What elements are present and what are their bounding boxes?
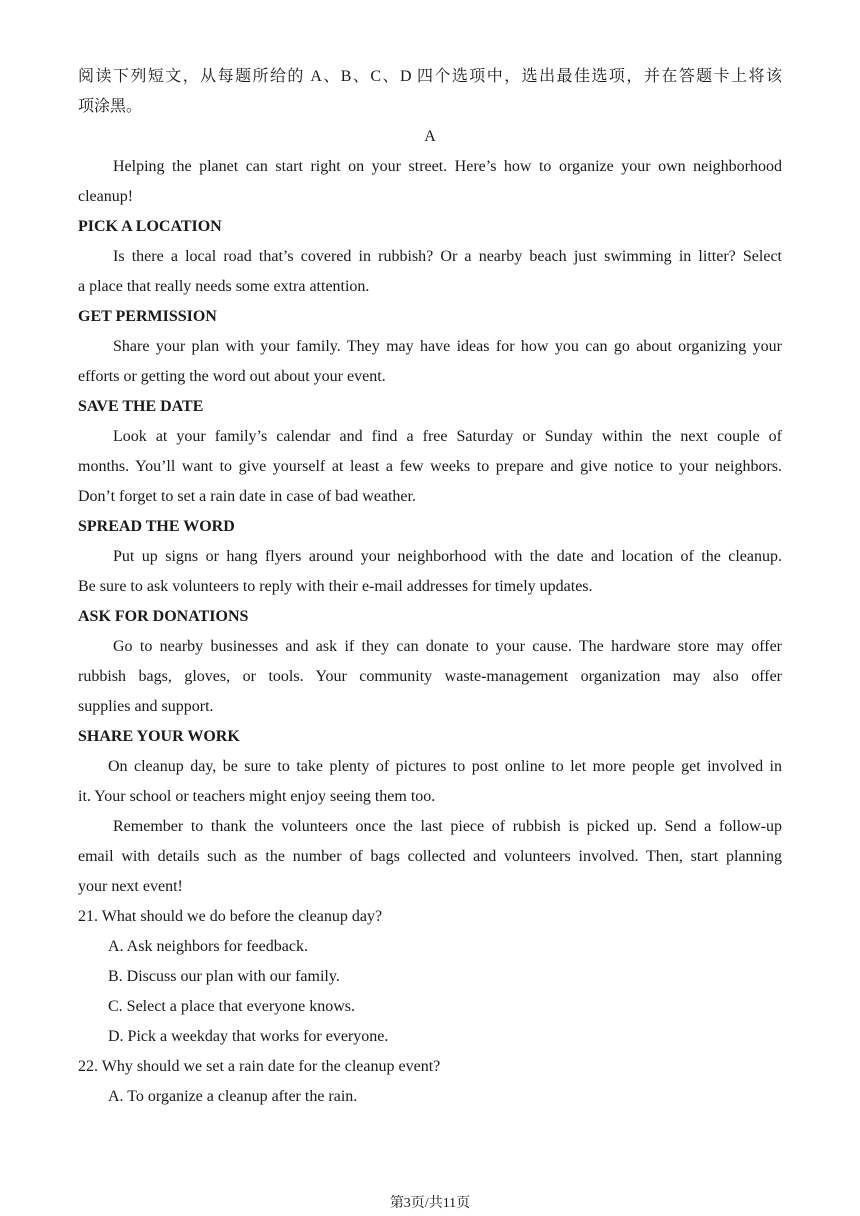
section-heading: SHARE YOUR WORK	[78, 728, 240, 745]
section-heading: SPREAD THE WORD	[78, 518, 235, 535]
section-text-line: Don’t forget to set a rain date in case of bad weather.	[78, 488, 416, 505]
section-text-line: rubbish bags, gloves, or tools. Your community waste-management organization may also offer	[78, 668, 782, 685]
section-text-line: it. Your school or teachers might enjoy seeing them too.	[78, 788, 436, 805]
answer-option: B. Discuss our plan with our family.	[108, 968, 340, 985]
closing-line: your next event!	[78, 878, 183, 895]
section-text-line: a place that really needs some extra attention.	[78, 278, 370, 295]
page-number-footer: 第3页/共11页	[389, 1196, 471, 1211]
section-text-line: Go to nearby businesses and ask if they can donate to your cause. The hardware store may offer	[113, 638, 782, 655]
section-heading: GET PERMISSION	[78, 308, 217, 325]
closing-line: Remember to thank the volunteers once the last piece of rubbish is picked up. Send a follow-up	[113, 818, 782, 835]
passage-label: A	[424, 128, 436, 145]
section-text-line: efforts or getting the word out about your event.	[78, 368, 386, 385]
section-text-line: Is there a local road that’s covered in rubbish? Or a nearby beach just swimming in litter? Select	[113, 248, 782, 265]
section-heading: PICK A LOCATION	[78, 218, 222, 235]
section-text-line: Share your plan with your family. They may have ideas for how you can go about organizing your	[113, 338, 782, 355]
section-heading: ASK FOR DONATIONS	[78, 608, 249, 625]
section-heading: SAVE THE DATE	[78, 398, 204, 415]
answer-option: D. Pick a weekday that works for everyone.	[108, 1028, 389, 1045]
intro-line-1: Helping the planet can start right on your street. Here’s how to organize your own neighborhood	[113, 158, 782, 175]
answer-option: C. Select a place that everyone knows.	[108, 998, 356, 1015]
exam-page	[78, 62, 782, 1112]
instructions-line-2: 项涂黑。	[78, 98, 143, 115]
section-text-line: Put up signs or hang flyers around your neighborhood with the date and location of the cleanup.	[113, 548, 782, 565]
answer-option: A. To organize a cleanup after the rain.	[108, 1088, 358, 1105]
section-text-line: Be sure to ask volunteers to reply with their e-mail addresses for timely updates.	[78, 578, 593, 595]
closing-line: email with details such as the number of bags collected and volunteers involved. Then, start planning	[78, 848, 782, 865]
section-text-line: months. You’ll want to give yourself at least a few weeks to prepare and give notice to your neighbors.	[78, 458, 782, 475]
section-text-line: Look at your family’s calendar and find a free Saturday or Sunday within the next couple of	[113, 428, 782, 445]
question-stem: 21. What should we do before the cleanup day?	[78, 908, 383, 925]
section-text-line: supplies and support.	[78, 698, 214, 715]
section-text-line: On cleanup day, be sure to take plenty of pictures to post online to let more people get involved in	[108, 758, 782, 775]
intro-line-2: cleanup!	[78, 188, 134, 205]
question-stem: 22. Why should we set a rain date for the cleanup event?	[78, 1058, 441, 1075]
instructions-line-1: 阅读下列短文，从每题所给的 A、B、C、D 四个选项中，选出最佳选项，并在答题卡上将该	[78, 68, 782, 85]
answer-option: A. Ask neighbors for feedback.	[108, 938, 308, 955]
